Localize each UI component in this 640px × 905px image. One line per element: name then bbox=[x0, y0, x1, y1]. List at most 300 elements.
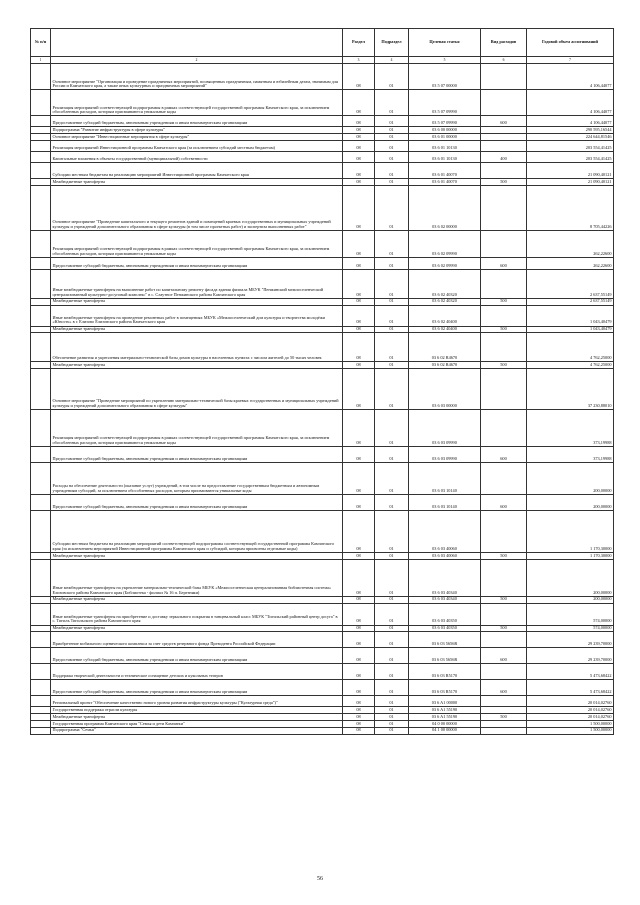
row-section: 08 bbox=[343, 257, 375, 269]
row-expense-type bbox=[481, 410, 527, 447]
row-subsection: 01 bbox=[375, 720, 409, 727]
row-amount: 1 170,30000 bbox=[527, 553, 614, 560]
row-expense-type bbox=[481, 230, 527, 257]
row-section: 08 bbox=[343, 720, 375, 727]
table-row bbox=[31, 140, 614, 151]
row-number-cell bbox=[31, 185, 51, 230]
row-expense-type bbox=[481, 720, 527, 727]
col-header-section: Раздел bbox=[343, 29, 375, 57]
row-target: 03 6 02 09990 bbox=[409, 230, 481, 257]
row-amount: 4 762,25000 bbox=[527, 333, 614, 362]
row-subsection: 01 bbox=[375, 680, 409, 696]
row-subsection: 01 bbox=[375, 116, 409, 127]
row-expense-type bbox=[481, 727, 527, 734]
table-row bbox=[31, 727, 614, 734]
row-target: 03 6 01 10130 bbox=[409, 151, 481, 162]
col-number: 2 bbox=[51, 57, 343, 64]
row-expense-type: 500 bbox=[481, 362, 527, 369]
row-expense-type bbox=[481, 134, 527, 141]
row-expense-type bbox=[481, 511, 527, 553]
row-amount: 262,22600 bbox=[527, 257, 614, 269]
col-number: 6 bbox=[481, 57, 527, 64]
row-number-cell bbox=[31, 90, 51, 116]
row-target: 03 6 A1 55190 bbox=[409, 707, 481, 714]
budget-table bbox=[30, 28, 614, 735]
row-section: 08 bbox=[343, 648, 375, 664]
row-expense-type bbox=[481, 140, 527, 151]
row-description: Межбюджетные трансферты bbox=[51, 714, 343, 721]
row-target: 03 6 02 R4670 bbox=[409, 362, 481, 369]
table-row bbox=[31, 257, 614, 269]
row-subsection: 01 bbox=[375, 553, 409, 560]
row-amount: 21 090,40121 bbox=[527, 178, 614, 185]
row-amount: 29 239,70000 bbox=[527, 648, 614, 664]
row-subsection: 01 bbox=[375, 64, 409, 90]
row-amount: 4 106,44077 bbox=[527, 64, 614, 90]
table-row bbox=[31, 447, 614, 463]
row-amount: 1 043,40479 bbox=[527, 305, 614, 326]
row-target: 03 6 01 00000 bbox=[409, 134, 481, 141]
row-expense-type bbox=[481, 632, 527, 648]
table-row bbox=[31, 64, 614, 90]
row-number-cell bbox=[31, 596, 51, 603]
row-description: Субсидии местным бюджетам на реализацию мероприятий Инвестиционной программы Камчатского края bbox=[51, 162, 343, 178]
row-number-cell bbox=[31, 362, 51, 369]
row-target: 03 6 03 09990 bbox=[409, 447, 481, 463]
col-header-description bbox=[51, 29, 343, 57]
table-row bbox=[31, 90, 614, 116]
row-expense-type bbox=[481, 90, 527, 116]
row-target: 04 0 00 00000 bbox=[409, 720, 481, 727]
row-amount: 2 637,55149 bbox=[527, 269, 614, 298]
table-body bbox=[31, 64, 614, 734]
row-subsection: 01 bbox=[375, 664, 409, 680]
row-expense-type bbox=[481, 305, 527, 326]
row-subsection: 01 bbox=[375, 410, 409, 447]
table-row bbox=[31, 134, 614, 141]
row-section: 08 bbox=[343, 596, 375, 603]
row-target: 03 6 A1 55190 bbox=[409, 714, 481, 721]
row-amount: 224 644,81546 bbox=[527, 134, 614, 141]
row-subsection: 01 bbox=[375, 257, 409, 269]
row-number-cell bbox=[31, 326, 51, 333]
row-expense-type bbox=[481, 463, 527, 495]
row-number-cell bbox=[31, 648, 51, 664]
row-section: 08 bbox=[343, 178, 375, 185]
table-row bbox=[31, 664, 614, 680]
row-description: Реализация мероприятий соответствующей подпрограммы в рамках соответствующей государственной программы Камчатского края, за исключением обособленных расходов, которым присваиваются уникальные коды bbox=[51, 410, 343, 447]
row-amount: 20 014,02760 bbox=[527, 696, 614, 707]
col-header-subsection: Подраздел bbox=[375, 29, 409, 57]
row-subsection: 01 bbox=[375, 305, 409, 326]
row-description: Предоставление субсидий бюджетным, автономным учреждениям и иным некоммерческим организациям bbox=[51, 447, 343, 463]
row-number-cell bbox=[31, 720, 51, 727]
row-section: 08 bbox=[343, 134, 375, 141]
table-row bbox=[31, 326, 614, 333]
row-description: Межбюджетные трансферты bbox=[51, 298, 343, 305]
row-number-cell bbox=[31, 680, 51, 696]
row-description: Поддержка творческой деятельности и техническое оснащение детских и кукольных театров bbox=[51, 664, 343, 680]
row-section: 08 bbox=[343, 140, 375, 151]
col-header-amount: Годовой объем ассигнований bbox=[527, 29, 614, 57]
row-number-cell bbox=[31, 298, 51, 305]
row-target: 03 6 02 09990 bbox=[409, 257, 481, 269]
row-target: 03 6 03 5656R bbox=[409, 632, 481, 648]
row-section: 08 bbox=[343, 151, 375, 162]
row-subsection: 01 bbox=[375, 559, 409, 596]
row-subsection: 01 bbox=[375, 603, 409, 625]
table-row bbox=[31, 185, 614, 230]
row-target: 03 6 03 R5170 bbox=[409, 664, 481, 680]
row-section: 08 bbox=[343, 333, 375, 362]
row-expense-type: 600 bbox=[481, 648, 527, 664]
row-subsection: 01 bbox=[375, 269, 409, 298]
col-number: 1 bbox=[31, 57, 51, 64]
row-description: Иные межбюджетные трансферты на приобретение и доставку зеркального покрытия в танцевальный класс МБУК "Тигильский районный центр досуга" в с. Тигиль Тигильского района Камчатского края bbox=[51, 603, 343, 625]
row-amount: 21 090,40121 bbox=[527, 162, 614, 178]
row-description: Предоставление субсидий бюджетным, автономным учреждениям и иным некоммерческим организациям bbox=[51, 680, 343, 696]
row-section: 08 bbox=[343, 162, 375, 178]
row-number-cell bbox=[31, 410, 51, 447]
row-expense-type bbox=[481, 369, 527, 410]
row-amount: 20 014,02760 bbox=[527, 707, 614, 714]
row-target: 03 5 07 09990 bbox=[409, 90, 481, 116]
row-number-cell bbox=[31, 714, 51, 721]
row-subsection: 01 bbox=[375, 727, 409, 734]
row-section: 08 bbox=[343, 362, 375, 369]
row-expense-type: 500 bbox=[481, 178, 527, 185]
row-target: 03 6 01 10130 bbox=[409, 140, 481, 151]
row-subsection: 01 bbox=[375, 326, 409, 333]
row-target: 03 6 03 40340 bbox=[409, 559, 481, 596]
table-row bbox=[31, 305, 614, 326]
row-number-cell bbox=[31, 559, 51, 596]
row-target: 03 6 03 40060 bbox=[409, 511, 481, 553]
page-number: 56 bbox=[317, 876, 323, 882]
row-target: 03 6 03 09990 bbox=[409, 410, 481, 447]
row-section: 08 bbox=[343, 127, 375, 134]
row-expense-type: 600 bbox=[481, 495, 527, 511]
row-subsection: 01 bbox=[375, 134, 409, 141]
row-subsection: 01 bbox=[375, 362, 409, 369]
row-expense-type: 500 bbox=[481, 298, 527, 305]
row-description: Субсидии местным бюджетам на реализацию мероприятий соответствующей подпрограммы соответствующей государственной программы Камчатского края (за исключением мероприятий Инвестиционной программы Камчатского края и субсидий, которым присвоены отдельные коды) bbox=[51, 511, 343, 553]
row-target: 03 6 03 5656R bbox=[409, 648, 481, 664]
row-number-cell bbox=[31, 162, 51, 178]
row-target: 03 6 03 R5170 bbox=[409, 680, 481, 696]
row-amount: 262,22600 bbox=[527, 230, 614, 257]
table-row bbox=[31, 696, 614, 707]
table-row bbox=[31, 714, 614, 721]
row-expense-type bbox=[481, 333, 527, 362]
row-target: 03 6 03 00000 bbox=[409, 369, 481, 410]
header-row bbox=[31, 29, 614, 57]
row-amount: 373,19988 bbox=[527, 410, 614, 447]
row-target: 04 1 00 00000 bbox=[409, 727, 481, 734]
row-subsection: 01 bbox=[375, 596, 409, 603]
row-amount: 200,00000 bbox=[527, 596, 614, 603]
row-number-cell bbox=[31, 632, 51, 648]
row-description: Приобретение мобильного сценического комплекса за счет средств резервного фонда Президента Российской Федерации bbox=[51, 632, 343, 648]
col-number: 3 bbox=[343, 57, 375, 64]
row-description: Межбюджетные трансферты bbox=[51, 178, 343, 185]
row-subsection: 01 bbox=[375, 333, 409, 362]
row-description: Капитальные вложения в объекты государственной (муниципальной) собственности bbox=[51, 151, 343, 162]
row-subsection: 01 bbox=[375, 447, 409, 463]
row-subsection: 01 bbox=[375, 696, 409, 707]
row-subsection: 01 bbox=[375, 707, 409, 714]
row-number-cell bbox=[31, 127, 51, 134]
row-expense-type bbox=[481, 185, 527, 230]
row-target: 03 6 02 40320 bbox=[409, 298, 481, 305]
row-description: Государственная поддержка отрасли культуры bbox=[51, 707, 343, 714]
row-expense-type bbox=[481, 127, 527, 134]
row-description: Реализация мероприятий соответствующей подпрограммы в рамках соответствующей государственной программы Камчатского края, за исключением обособленных расходов, которым присваиваются уникальные коды bbox=[51, 90, 343, 116]
table-row bbox=[31, 410, 614, 447]
row-expense-type: 600 bbox=[481, 116, 527, 127]
row-number-cell bbox=[31, 511, 51, 553]
row-amount: 200,00000 bbox=[527, 495, 614, 511]
row-expense-type: 500 bbox=[481, 714, 527, 721]
row-amount: 5 473,68422 bbox=[527, 680, 614, 696]
table-row bbox=[31, 362, 614, 369]
row-description: Межбюджетные трансферты bbox=[51, 553, 343, 560]
row-number-cell bbox=[31, 664, 51, 680]
row-subsection: 01 bbox=[375, 495, 409, 511]
row-description: Государственная программа Камчатского края "Семья и дети Камчатки" bbox=[51, 720, 343, 727]
row-target: 03 6 02 40400 bbox=[409, 305, 481, 326]
table-row bbox=[31, 511, 614, 553]
col-number: 4 bbox=[375, 57, 409, 64]
row-section: 08 bbox=[343, 603, 375, 625]
row-section: 08 bbox=[343, 410, 375, 447]
table-row bbox=[31, 230, 614, 257]
row-expense-type bbox=[481, 603, 527, 625]
row-section: 08 bbox=[343, 326, 375, 333]
row-number-cell bbox=[31, 333, 51, 362]
table-row bbox=[31, 680, 614, 696]
row-section: 08 bbox=[343, 696, 375, 707]
table-row bbox=[31, 127, 614, 134]
row-amount: 5 473,68422 bbox=[527, 664, 614, 680]
row-section: 08 bbox=[343, 680, 375, 696]
row-section: 08 bbox=[343, 714, 375, 721]
row-amount: 1 043,40479 bbox=[527, 326, 614, 333]
row-description: Межбюджетные трансферты bbox=[51, 625, 343, 632]
table-row bbox=[31, 333, 614, 362]
row-target: 03 6 00 00000 bbox=[409, 127, 481, 134]
row-section: 08 bbox=[343, 632, 375, 648]
row-number-cell bbox=[31, 727, 51, 734]
row-number-cell bbox=[31, 134, 51, 141]
row-amount: 203 554,41425 bbox=[527, 140, 614, 151]
row-amount: 1 500,00000 bbox=[527, 727, 614, 734]
row-amount: 203 554,41425 bbox=[527, 151, 614, 162]
row-description: Межбюджетные трансферты bbox=[51, 596, 343, 603]
row-subsection: 01 bbox=[375, 127, 409, 134]
table-row bbox=[31, 116, 614, 127]
row-subsection: 01 bbox=[375, 140, 409, 151]
row-target: 03 5 07 09990 bbox=[409, 116, 481, 127]
col-header-expense: Вид расходов bbox=[481, 29, 527, 57]
row-target: 03 6 02 40320 bbox=[409, 269, 481, 298]
row-description: Иные межбюджетные трансферты на укрепление материально-технической базы МБУК «Межпоселенческая централизованная библиотечная система» Елизовского района Камчатского края (Библиотека - филиал № 16 п. Березняки) bbox=[51, 559, 343, 596]
row-description: Реализация мероприятий соответствующей подпрограммы в рамках соответствующей государственной программы Камчатского края, за исключением обособленных расходов, которым присваиваются уникальные коды bbox=[51, 230, 343, 257]
table-row bbox=[31, 559, 614, 596]
row-amount: 373,19988 bbox=[527, 447, 614, 463]
table-row bbox=[31, 720, 614, 727]
row-target: 03 6 02 R4670 bbox=[409, 333, 481, 362]
row-section: 08 bbox=[343, 727, 375, 734]
row-number-cell bbox=[31, 369, 51, 410]
row-subsection: 01 bbox=[375, 230, 409, 257]
row-section: 08 bbox=[343, 553, 375, 560]
row-amount: 574,00000 bbox=[527, 603, 614, 625]
column-numbers-row bbox=[31, 57, 614, 64]
row-section: 08 bbox=[343, 269, 375, 298]
row-subsection: 01 bbox=[375, 632, 409, 648]
row-amount: 200,00000 bbox=[527, 463, 614, 495]
table-row bbox=[31, 298, 614, 305]
row-expense-type bbox=[481, 664, 527, 680]
row-number-cell bbox=[31, 140, 51, 151]
row-number-cell bbox=[31, 230, 51, 257]
row-target: 03 6 02 00000 bbox=[409, 185, 481, 230]
row-section: 08 bbox=[343, 64, 375, 90]
row-description: Реализация мероприятий Инвестиционной программы Камчатского края (за исключением субсидий местным бюджетам) bbox=[51, 140, 343, 151]
row-amount: 8 705,44226 bbox=[527, 185, 614, 230]
table-row bbox=[31, 269, 614, 298]
row-section: 08 bbox=[343, 230, 375, 257]
row-description: Обеспечение развития и укрепления материально-технической базы домов культуры в населенных пунктах с числом жителей до 50 тысяч человек bbox=[51, 333, 343, 362]
row-description: Региональный проект "Обеспечение качественно нового уровня развития инфраструктуры культуры ("Культурная среда")" bbox=[51, 696, 343, 707]
row-amount: 1 500,00000 bbox=[527, 720, 614, 727]
row-amount: 574,00000 bbox=[527, 625, 614, 632]
row-target: 03 6 02 40400 bbox=[409, 326, 481, 333]
row-number-cell bbox=[31, 64, 51, 90]
row-description: Предоставление субсидий бюджетным, автономным учреждениям и иным некоммерческим организациям bbox=[51, 116, 343, 127]
row-amount: 4 106,44077 bbox=[527, 90, 614, 116]
row-expense-type: 600 bbox=[481, 447, 527, 463]
row-subsection: 01 bbox=[375, 463, 409, 495]
row-amount: 200,00000 bbox=[527, 559, 614, 596]
row-description: Предоставление субсидий бюджетным, автономным учреждениям и иным некоммерческим организациям bbox=[51, 648, 343, 664]
row-amount: 2 637,55149 bbox=[527, 298, 614, 305]
row-number-cell bbox=[31, 707, 51, 714]
row-amount: 4 106,44077 bbox=[527, 116, 614, 127]
row-section: 08 bbox=[343, 463, 375, 495]
row-amount: 4 762,25000 bbox=[527, 362, 614, 369]
row-section: 08 bbox=[343, 305, 375, 326]
row-amount: 37 230,88010 bbox=[527, 369, 614, 410]
row-expense-type bbox=[481, 559, 527, 596]
table-row bbox=[31, 495, 614, 511]
row-description: Предоставление субсидий бюджетным, автономным учреждениям и иным некоммерческим организациям bbox=[51, 495, 343, 511]
row-target: 03 6 03 10140 bbox=[409, 463, 481, 495]
row-section: 08 bbox=[343, 707, 375, 714]
row-number-cell bbox=[31, 603, 51, 625]
row-target: 03 5 07 00000 bbox=[409, 64, 481, 90]
row-target: 03 6 01 40070 bbox=[409, 162, 481, 178]
row-number-cell bbox=[31, 553, 51, 560]
col-header-num: № п/п bbox=[31, 29, 51, 57]
table-row bbox=[31, 162, 614, 178]
table-row bbox=[31, 463, 614, 495]
row-description: Межбюджетные трансферты bbox=[51, 362, 343, 369]
row-subsection: 01 bbox=[375, 162, 409, 178]
row-description: Подпрограмма "Развитие инфраструктуры в сфере культуры" bbox=[51, 127, 343, 134]
row-section: 08 bbox=[343, 511, 375, 553]
row-description: Основное мероприятие "Проведение мероприятий по укреплению материально-технической базы краевых государственных и муниципальных учреждений культуры и учреждений дополнительного образования в сфере культуры" bbox=[51, 369, 343, 410]
row-target: 03 6 03 40060 bbox=[409, 553, 481, 560]
row-subsection: 01 bbox=[375, 298, 409, 305]
table-row bbox=[31, 603, 614, 625]
row-subsection: 01 bbox=[375, 90, 409, 116]
table-row bbox=[31, 632, 614, 648]
row-subsection: 01 bbox=[375, 369, 409, 410]
col-number: 7 bbox=[527, 57, 614, 64]
row-number-cell bbox=[31, 495, 51, 511]
row-target: 03 6 03 10140 bbox=[409, 495, 481, 511]
row-expense-type: 500 bbox=[481, 596, 527, 603]
row-target: 03 6 03 40350 bbox=[409, 603, 481, 625]
row-description: Предоставление субсидий бюджетным, автономным учреждениям и иным некоммерческим организациям bbox=[51, 257, 343, 269]
row-description: Основное мероприятие "Проведение капитального и текущего ремонтов зданий и помещений краевых государственных и муниципальных учреждений культуры и учреждений дополнительного образования в сфере культуры (в том числе проектных работ) и экспертиза выполненных работ" bbox=[51, 185, 343, 230]
row-expense-type: 600 bbox=[481, 680, 527, 696]
row-number-cell bbox=[31, 116, 51, 127]
row-subsection: 01 bbox=[375, 648, 409, 664]
row-amount: 290 595,16544 bbox=[527, 127, 614, 134]
row-target: 03 6 03 40340 bbox=[409, 596, 481, 603]
row-description: Иные межбюджетные трансферты на выполнение работ по капитальному ремонту фасада здания филиала МБУК "Пенжинский межпоселенческий централизованный культурно-досуговый комплекс" в с. Слаутное Пенжинского района Камчатского края bbox=[51, 269, 343, 298]
row-section: 08 bbox=[343, 559, 375, 596]
row-subsection: 01 bbox=[375, 185, 409, 230]
row-section: 08 bbox=[343, 664, 375, 680]
row-subsection: 01 bbox=[375, 625, 409, 632]
row-section: 08 bbox=[343, 90, 375, 116]
col-number: 5 bbox=[409, 57, 481, 64]
row-description: Основное мероприятие "Инвестиционные мероприятия в сфере культуры" bbox=[51, 134, 343, 141]
col-header-target: Целевая статья bbox=[409, 29, 481, 57]
row-section: 08 bbox=[343, 185, 375, 230]
row-amount: 29 239,70000 bbox=[527, 632, 614, 648]
row-section: 08 bbox=[343, 495, 375, 511]
row-section: 08 bbox=[343, 116, 375, 127]
table-row bbox=[31, 369, 614, 410]
row-subsection: 01 bbox=[375, 511, 409, 553]
table-row bbox=[31, 553, 614, 560]
row-number-cell bbox=[31, 305, 51, 326]
row-section: 08 bbox=[343, 369, 375, 410]
row-expense-type: 500 bbox=[481, 553, 527, 560]
row-target: 03 6 A1 00000 bbox=[409, 696, 481, 707]
row-number-cell bbox=[31, 178, 51, 185]
row-expense-type bbox=[481, 696, 527, 707]
row-amount: 1 170,30000 bbox=[527, 511, 614, 553]
row-expense-type: 400 bbox=[481, 151, 527, 162]
table-row bbox=[31, 596, 614, 603]
row-expense-type bbox=[481, 269, 527, 298]
row-description: Межбюджетные трансферты bbox=[51, 326, 343, 333]
row-number-cell bbox=[31, 151, 51, 162]
row-number-cell bbox=[31, 625, 51, 632]
row-description: Подпрограмма "Семья" bbox=[51, 727, 343, 734]
row-description: Основное мероприятие "Организация и проведение праздничных мероприятий, посвященных праздничным, памятным и юбилейным датам, значимым для России и Камчатского края, а также иных культурных и праздничных мероприятий" bbox=[51, 64, 343, 90]
row-section: 08 bbox=[343, 298, 375, 305]
row-number-cell bbox=[31, 269, 51, 298]
row-section: 08 bbox=[343, 447, 375, 463]
row-expense-type: 600 bbox=[481, 257, 527, 269]
